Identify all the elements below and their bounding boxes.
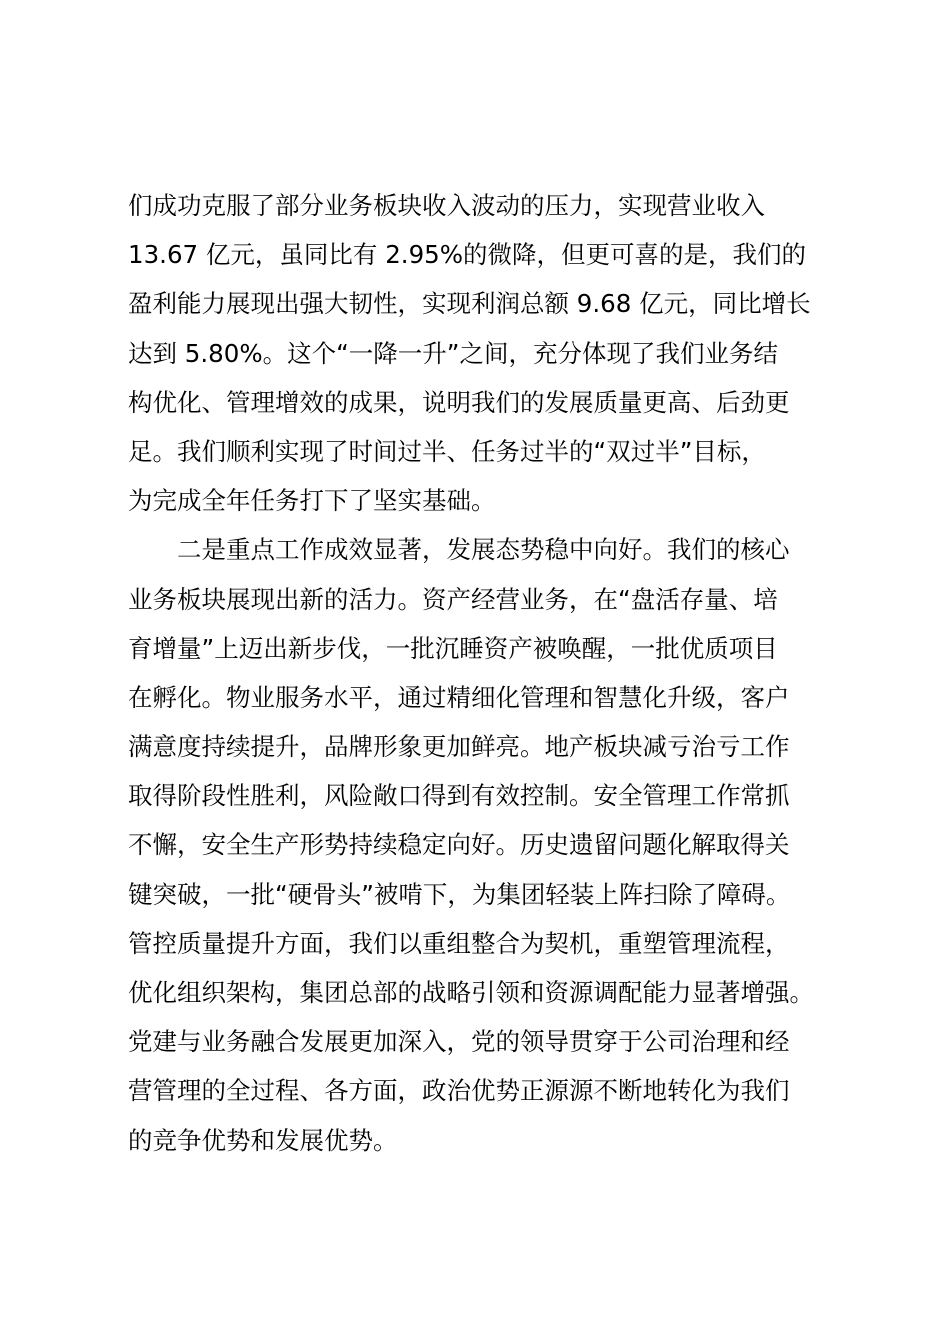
- text-line: 取得阶段性胜利，风险敞口得到有效控制。安全管理工作常抓: [128, 781, 790, 811]
- body-text: [128, 181, 858, 1165]
- paragraph-first-line: 二是重点工作成效显著，发展态势稳中向好。我们的核心: [177, 535, 790, 565]
- text-line: 不懈，安全生产形势持续稳定向好。历史遗留问题化解取得关: [128, 830, 790, 860]
- text-line: 构优化、管理增效的成果，说明我们的发展质量更高、后劲更: [128, 387, 790, 417]
- text-line: 为完成全年任务打下了坚实基础。: [128, 486, 496, 516]
- text-line: 营管理的全过程、各方面，政治优势正源源不断地转化为我们: [128, 1076, 790, 1106]
- text-line: 们成功克服了部分业务板块收入波动的压力，实现营业收入: [128, 191, 765, 220]
- text-line: 的竞争优势和发展优势。: [128, 1125, 398, 1155]
- text-line: 满意度持续提升，品牌形象更加鲜亮。地产板块减亏治亏工作: [128, 732, 790, 762]
- text-line: 业务板块展现出新的活力。资产经营业务，在“盘活存量、培: [128, 584, 778, 614]
- text-line: 达到 5.80%。这个“一降一升”之间，充分体现了我们业务结: [128, 338, 779, 368]
- text-line: 在孵化。物业服务水平，通过精细化管理和智慧化升级，客户: [128, 682, 790, 712]
- text-line: 优化组织架构，集团总部的战略引领和资源调配能力显著增强。: [128, 978, 814, 1007]
- text-line: 足。我们顺利实现了时间过半、任务过半的“双过半”目标，: [128, 436, 766, 466]
- text-line: 13.67 亿元，虽同比有 2.95%的微降，但更可喜的是，我们的: [128, 240, 807, 270]
- text-line: 管控质量提升方面，我们以重组整合为契机，重塑管理流程，: [128, 928, 790, 958]
- text-line: 育增量”上迈出新步伐，一批沉睡资产被唤醒，一批优质项目: [128, 633, 778, 663]
- text-line: 键突破，一批“硬骨头”被啃下，为集团轻装上阵扫除了障碍。: [128, 879, 791, 909]
- text-line: 盈利能力展现出强大韧性，实现利润总额 9.68 亿元，同比增长: [128, 289, 811, 319]
- text-line: 党建与业务融合发展更加深入，党的领导贯穿于公司治理和经: [128, 1027, 790, 1057]
